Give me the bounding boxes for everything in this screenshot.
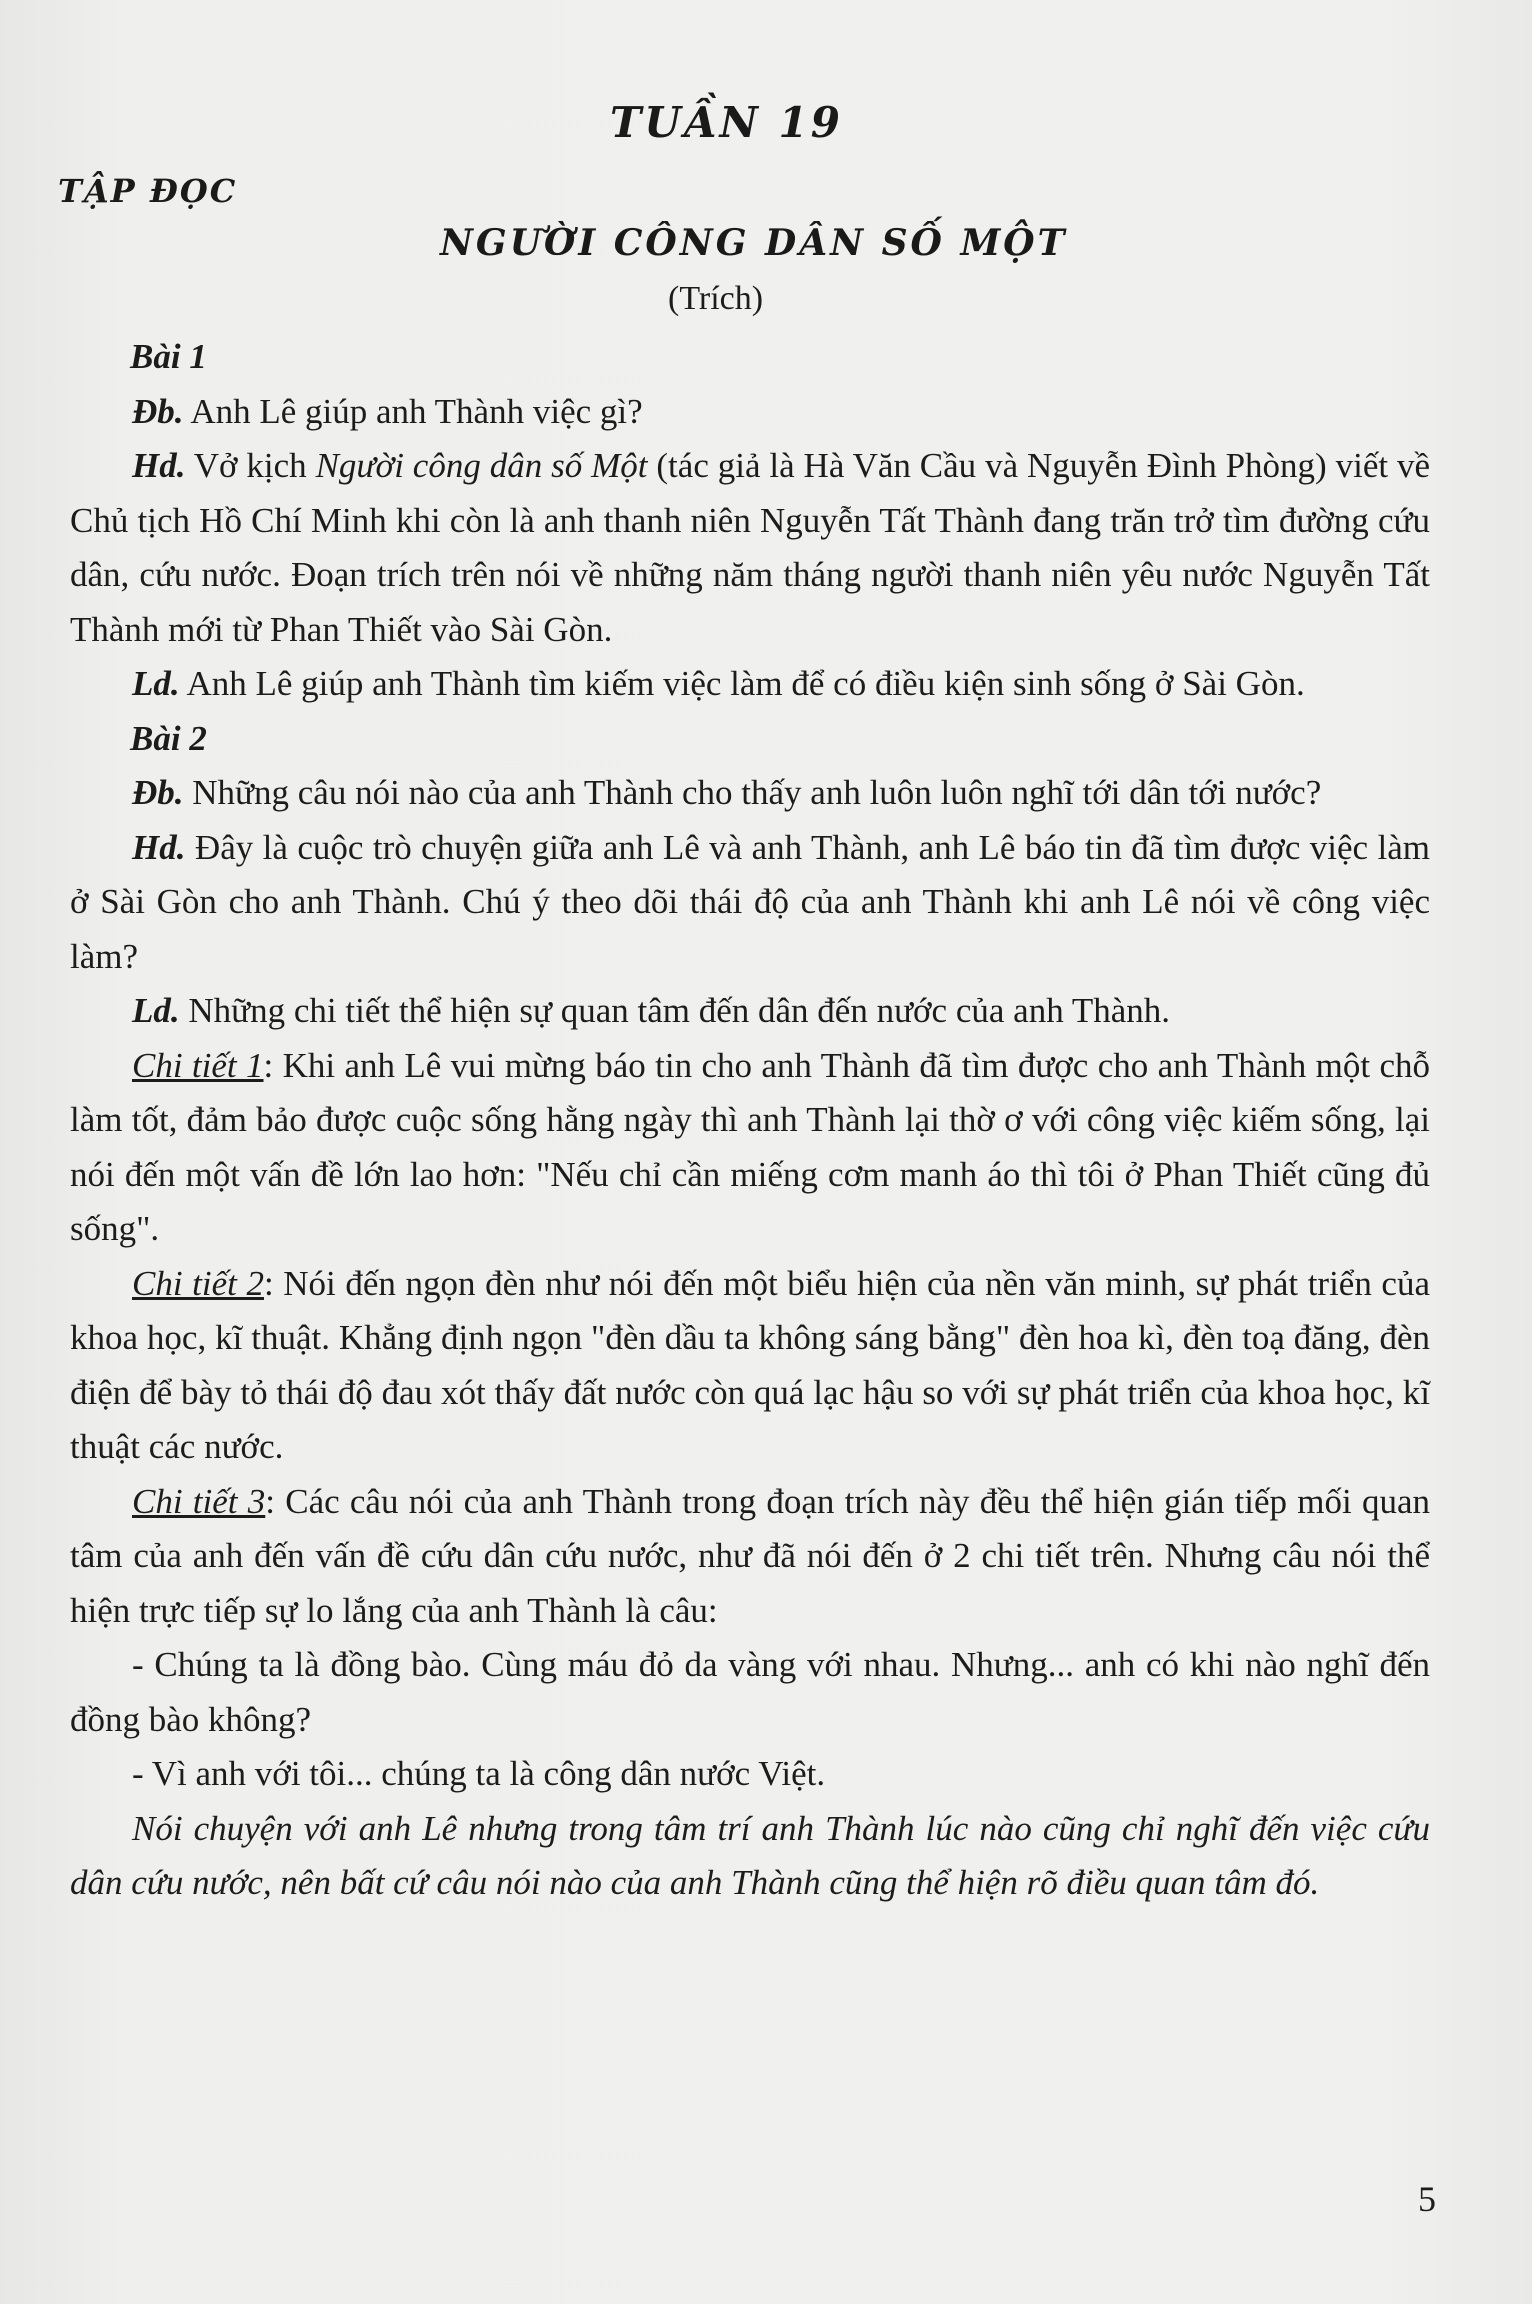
bai2-question [70, 766, 1430, 821]
detail-3 [70, 1475, 1430, 1639]
bai2-guide [70, 821, 1430, 985]
detail-label: Chi tiết 2 [132, 1263, 264, 1303]
question-text: Những câu nói nào của anh Thành cho thấy anh luôn luôn nghĩ tới dân tới nước? [192, 773, 1322, 812]
quote-2: - Vì anh với tôi... chúng ta là công dân nước Việt. [132, 1754, 826, 1793]
detail-text: : Các câu nói của anh Thành trong đoạn trích này đều thể hiện gián tiếp mối quan tâm của anh đến vấn đề cứu dân cứu nước, như đã nói đến ở 2 chi tiết trên. Nhưng câu nói thể hiện trực tiếp sự lo lắng của anh Thành là câu: [70, 1481, 1431, 1630]
guide-label: Hd. [132, 827, 186, 867]
answer-text: Anh Lê giúp anh Thành tìm kiếm việc làm để có điều kiện sinh sống ở Sài Gòn. [186, 664, 1305, 703]
guide-text-start: Vở kịch [193, 446, 307, 485]
lesson-body [70, 330, 1430, 1911]
guide-text-rest: (tác giả là Hà Văn Cầu và Nguyễn Đình Phòng) viết về Chủ tịch Hồ Chí Minh khi còn là anh thanh niên Nguyễn Tất Thành đang trăn trở tìm đường cứu dân, cứu nước. Đoạn trích trên nói về những năm tháng người thanh niên yêu nước Nguyễn Tất Thành mới từ Phan Thiết vào Sài Gòn. [70, 446, 1431, 649]
detail-2 [70, 1257, 1430, 1475]
bai2-heading: Bài 2 [130, 718, 207, 758]
bai1-question [70, 385, 1430, 440]
week-heading: TUẦN 19 [610, 98, 843, 147]
question-label: Đb. [132, 391, 184, 431]
guide-text: Đây là cuộc trò chuyện giữa anh Lê và anh Thành, anh Lê báo tin đã tìm được việc làm ở Sài Gòn cho anh Thành. Chú ý theo dõi thái độ của anh Thành khi anh Lê nói về công việc làm? [70, 827, 1430, 976]
detail-text: : Nói đến ngọn đèn như nói đến một biểu hiện của nền văn minh, sự phát triển của khoa học, kĩ thuật. Khẳng định ngọn "đèn dầu ta không sáng bằng" đèn hoa kì, đèn toạ đăng, đèn điện để bày tỏ thái độ đau xót thấy đất nước còn quá lạc hậu so với sự phát triển của khoa học, kĩ thuật các nước. [70, 1263, 1430, 1466]
answer-text: Những chi tiết thể hiện sự quan tâm đến dân đến nước của anh Thành. [188, 991, 1170, 1030]
detail-label: Chi tiết 1 [132, 1045, 264, 1085]
bai2-answer [70, 984, 1430, 1039]
play-title: Người công dân số Một [315, 446, 648, 485]
lesson-title: NGƯỜI CÔNG DÂN SỐ MỘT [440, 222, 1068, 264]
subject-heading: TẬP ĐỌC [58, 172, 238, 210]
question-text: Anh Lê giúp anh Thành việc gì? [190, 391, 643, 431]
quote-1: - Chúng ta là đồng bào. Cùng máu đỏ da vàng với nhau. Nhưng... anh có khi nào nghĩ đến đồng bào không? [70, 1645, 1430, 1739]
detail-1 [70, 1039, 1430, 1257]
excerpt-note: (Trích) [668, 280, 764, 317]
question-label: Đb. [132, 773, 184, 812]
page-number: 5 [1418, 2179, 1436, 2219]
bai1-guide [70, 439, 1430, 657]
answer-label: Ld. [132, 991, 180, 1030]
detail-text: : Khi anh Lê vui mừng báo tin cho anh Thành đã tìm được cho anh Thành một chỗ làm tốt, đảm bảo được cuộc sống hằng ngày thì anh Thành lại thờ ơ với công việc kiếm sống, lại nói đến một vấn đề lớn lao hơn: "Nếu chỉ cần miếng cơm manh áo thì tôi ở Phan Thiết cũng đủ sống". [70, 1045, 1430, 1248]
answer-label: Ld. [132, 664, 180, 703]
conclusion: Nói chuyện với anh Lê nhưng trong tâm trí anh Thành lúc nào cũng chỉ nghĩ đến việc cứu dân cứu nước, nên bất cứ câu nói nào của anh Thành cũng thể hiện rõ điều quan tâm đó. [70, 1808, 1430, 1902]
detail-label: Chi tiết 3 [132, 1481, 266, 1521]
bai1-answer [70, 657, 1430, 712]
bai1-heading: Bài 1 [130, 337, 207, 376]
guide-label: Hd. [132, 446, 186, 485]
